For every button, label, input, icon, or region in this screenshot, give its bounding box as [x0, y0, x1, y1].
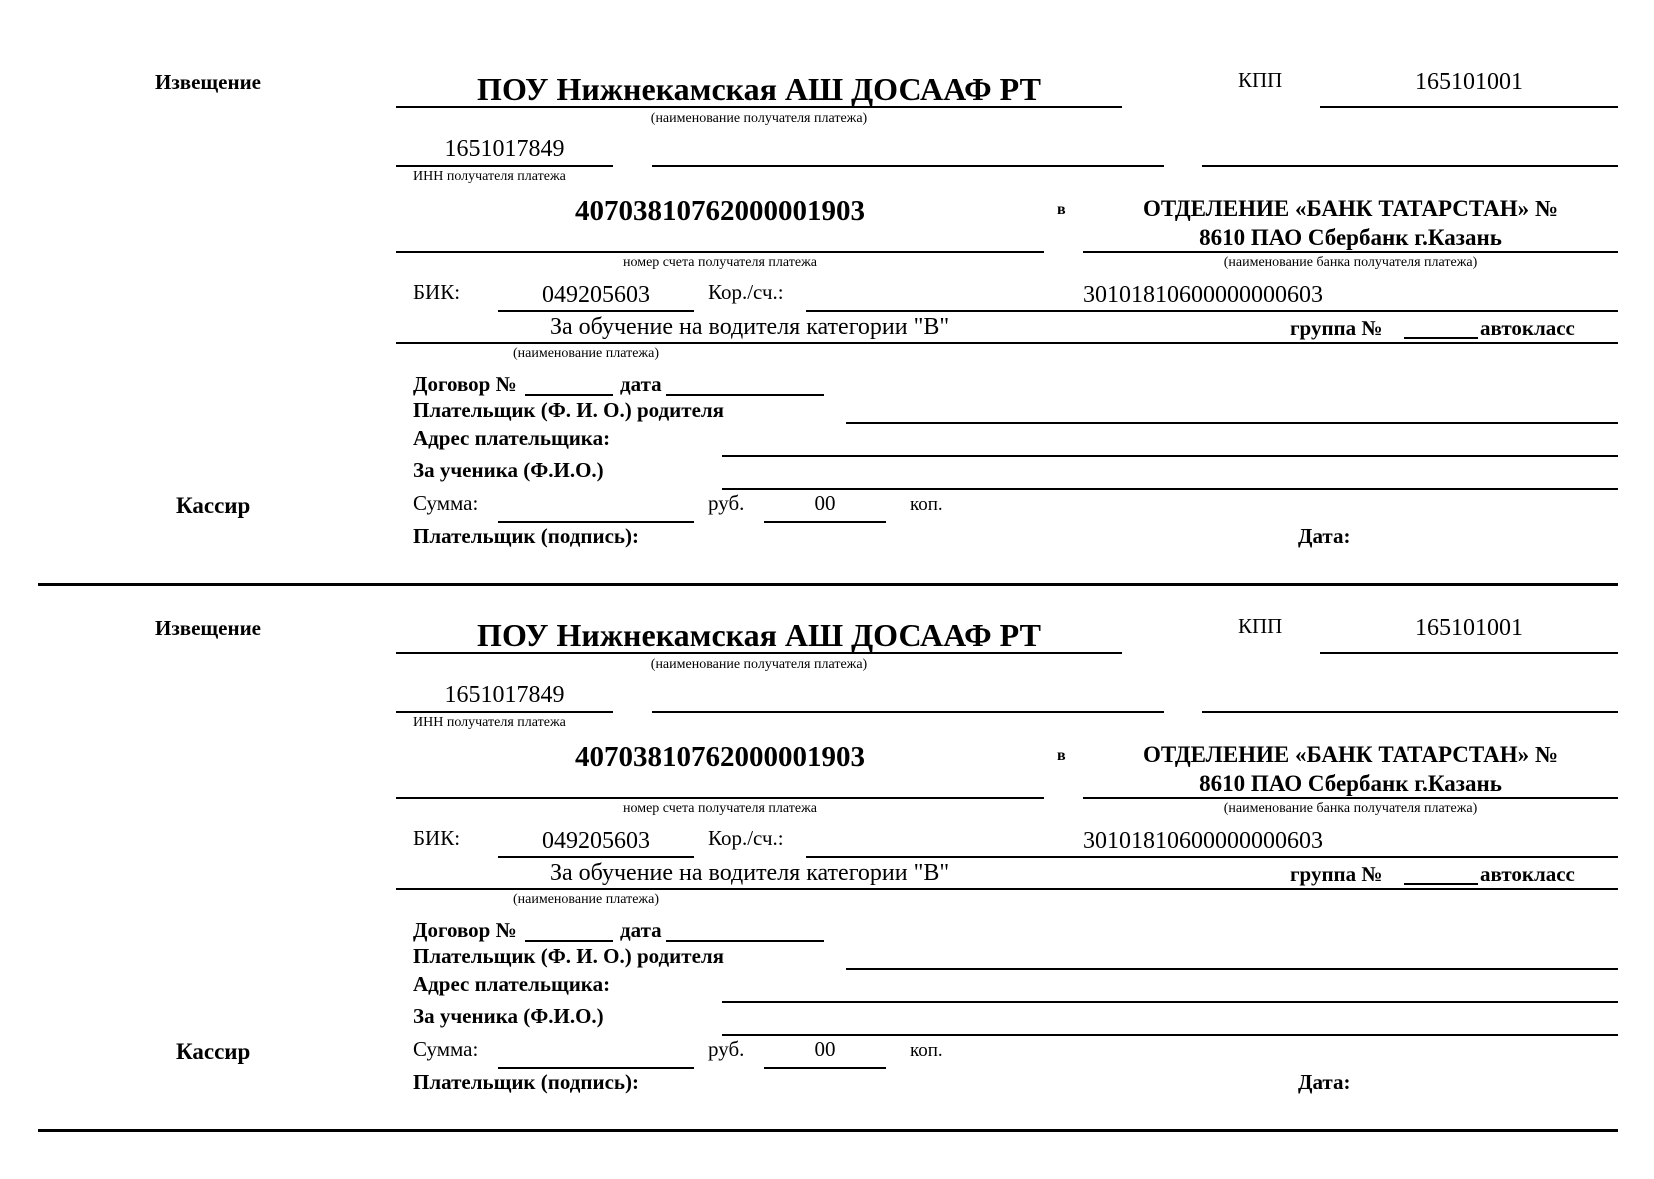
corr-line: [806, 310, 1618, 312]
account-line: [396, 251, 1044, 253]
cashier-label: Кассир: [176, 493, 251, 518]
payment-line: [396, 888, 1618, 890]
sum-label: Сумма:: [413, 491, 479, 515]
address-line: [722, 1001, 1618, 1003]
contract-date-line: [666, 394, 824, 396]
payer-label: Плательщик (Ф. И. О.) родителя: [413, 398, 725, 422]
corr-value: 30101810600000000603: [1083, 828, 1323, 854]
payment-line: [396, 342, 1618, 344]
date-footer-label: Дата:: [1298, 1070, 1351, 1094]
payment-caption: (наименование платежа): [513, 346, 659, 361]
inn-value: 1651017849: [444, 136, 565, 162]
bik-label: БИК:: [413, 280, 461, 304]
kpp-line: [1320, 106, 1618, 108]
corr-label: Кор./сч.:: [708, 280, 784, 304]
payer-label: Плательщик (Ф. И. О.) родителя: [413, 944, 725, 968]
bank-name-line1: ОТДЕЛЕНИЕ «БАНК ТАТАРСТАН» №: [1143, 742, 1558, 767]
inn-value: 1651017849: [444, 682, 565, 708]
account-number: 40703810762000001903: [575, 741, 865, 773]
kpp-value: 165101001: [1415, 615, 1523, 641]
student-label: За ученика (Ф.И.О.): [413, 1004, 604, 1028]
contract-number-line: [525, 394, 613, 396]
notice-label: Извещение: [155, 616, 262, 640]
recipient-name-line: [396, 106, 1122, 108]
signature-label: Плательщик (подпись):: [413, 524, 639, 548]
sum-rub-line: [498, 1067, 694, 1069]
notice-label: Извещение: [155, 70, 262, 94]
kpp-label: КПП: [1238, 68, 1283, 92]
bank-name-line1: ОТДЕЛЕНИЕ «БАНК ТАТАРСТАН» №: [1143, 196, 1558, 221]
bik-label: БИК:: [413, 826, 461, 850]
account-line: [396, 797, 1044, 799]
recipient-name-caption: (наименование получателя платежа): [650, 111, 868, 126]
bik-value: 049205603: [542, 828, 650, 854]
kpp-label: КПП: [1238, 614, 1283, 638]
date-footer-label: Дата:: [1298, 524, 1351, 548]
group-label: группа №: [1290, 862, 1383, 886]
receipt-notice-1: [0, 0, 1654, 548]
kop-line: [764, 1067, 886, 1069]
autoclass-label: автокласс: [1480, 862, 1575, 886]
inn-caption: ИНН получателя платежа: [413, 715, 566, 730]
in-label: в: [1057, 747, 1066, 764]
payer-line: [846, 968, 1618, 970]
bank-caption: (наименование банка получателя платежа): [1223, 801, 1478, 816]
kpp-value: 165101001: [1415, 69, 1523, 95]
recipient-name: ПОУ Нижнекамская АШ ДОСААФ РТ: [477, 71, 1041, 107]
bank-line: [1083, 251, 1618, 253]
kop-label: коп.: [910, 1040, 943, 1061]
group-label: группа №: [1290, 316, 1383, 340]
address-label: Адрес плательщика:: [413, 426, 611, 450]
group-number-line: [1404, 337, 1478, 339]
student-line: [722, 488, 1618, 490]
kop-line: [764, 521, 886, 523]
blank-line: [1202, 711, 1618, 713]
corr-line: [806, 856, 1618, 858]
payer-line: [846, 422, 1618, 424]
account-caption: номер счета получателя платежа: [623, 801, 817, 816]
bank-caption: (наименование банка получателя платежа): [1223, 255, 1478, 270]
inn-line: [396, 711, 613, 713]
contract-label: Договор №: [413, 372, 517, 396]
receipt-notice-2: [0, 546, 1654, 1094]
corr-label: Кор./сч.:: [708, 826, 784, 850]
in-label: в: [1057, 201, 1066, 218]
cashier-label: Кассир: [176, 1039, 251, 1064]
inn-caption: ИНН получателя платежа: [413, 169, 566, 184]
payment-purpose: За обучение на водителя категории "В": [550, 314, 950, 340]
blank-line: [1202, 165, 1618, 167]
contract-date-label: дата: [620, 372, 662, 396]
contract-number-line: [525, 940, 613, 942]
bik-line: [498, 310, 694, 312]
rub-label: руб.: [708, 491, 745, 515]
contract-label: Договор №: [413, 918, 517, 942]
student-label: За ученика (Ф.И.О.): [413, 458, 604, 482]
group-number-line: [1404, 883, 1478, 885]
address-line: [722, 455, 1618, 457]
rub-label: руб.: [708, 1037, 745, 1061]
kop-label: коп.: [910, 494, 943, 515]
bank-name-line2: 8610 ПАО Сбербанк г.Казань: [1199, 771, 1502, 796]
bik-value: 049205603: [542, 282, 650, 308]
bik-line: [498, 856, 694, 858]
sum-label: Сумма:: [413, 1037, 479, 1061]
kop-value: 00: [814, 491, 836, 515]
bank-line: [1083, 797, 1618, 799]
bank-name-line2: 8610 ПАО Сбербанк г.Казань: [1199, 225, 1502, 250]
sum-rub-line: [498, 521, 694, 523]
contract-date-label: дата: [620, 918, 662, 942]
recipient-name-line: [396, 652, 1122, 654]
autoclass-label: автокласс: [1480, 316, 1575, 340]
contract-date-line: [666, 940, 824, 942]
inn-line: [396, 165, 613, 167]
recipient-name: ПОУ Нижнекамская АШ ДОСААФ РТ: [477, 617, 1041, 653]
payment-purpose: За обучение на водителя категории "В": [550, 860, 950, 886]
kop-value: 00: [814, 1037, 836, 1061]
account-caption: номер счета получателя платежа: [623, 255, 817, 270]
student-line: [722, 1034, 1618, 1036]
kpp-line: [1320, 652, 1618, 654]
cut-line: [38, 1129, 1618, 1132]
account-number: 40703810762000001903: [575, 195, 865, 227]
blank-line: [652, 165, 1164, 167]
address-label: Адрес плательщика:: [413, 972, 611, 996]
recipient-name-caption: (наименование получателя платежа): [650, 657, 868, 672]
corr-value: 30101810600000000603: [1083, 282, 1323, 308]
blank-line: [652, 711, 1164, 713]
payment-caption: (наименование платежа): [513, 892, 659, 907]
signature-label: Плательщик (подпись):: [413, 1070, 639, 1094]
